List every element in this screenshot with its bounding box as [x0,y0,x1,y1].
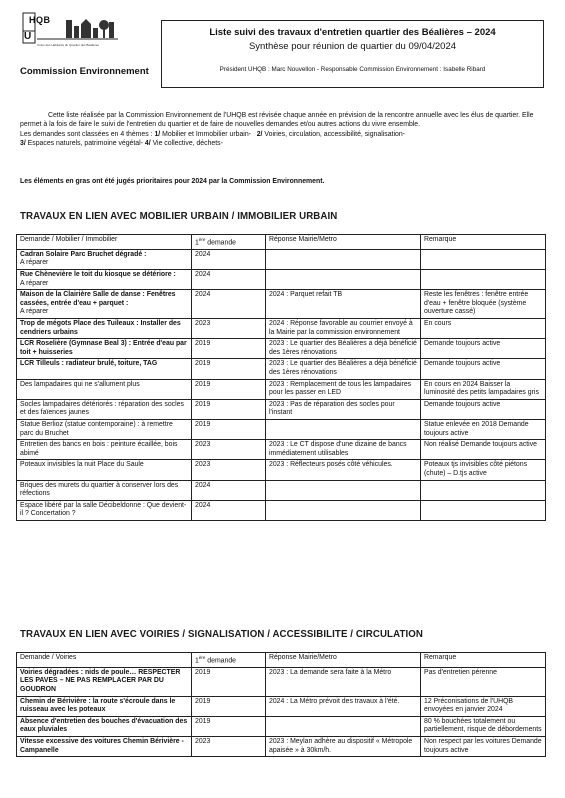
cell-demande [17,419,192,439]
table-row [17,667,546,696]
cell-remarque: Demande toujours active [421,359,546,379]
theme-num: 1/ [154,130,161,138]
demande-text: Des lampadaires qui ne s'allument plus [20,380,140,388]
cell-demande [17,359,192,379]
cell-remarque: 12 Préconisations de l'UHQB envoyées en janvier 2024 [421,696,546,716]
cell-remarque [421,270,546,290]
cell-remarque: En cours en 2024 Baisser la luminosité des petits lampadaires gris [421,379,546,399]
theme-label: Voiries, circulation, accessibilité, signalisation- [264,130,405,138]
theme-num: 3/ [20,140,26,148]
cell-reponse [266,500,421,520]
cell-reponse [266,249,421,269]
table-row [17,480,546,500]
cell-reponse: 2023 : Meylan adhère au dispositif « Métropole apaisée » à 30km/h. [266,737,421,757]
col-header-demande: Demande / Mobilier / Immobilier [17,235,192,250]
theme-num: 2/ [256,130,263,138]
document-subtitle: Synthèse pour réunion de quartier du 09/04/2024 [248,41,457,52]
table-row [17,737,546,757]
cell-reponse: 2023 : Le quartier des Béalières a déjà bénéficié des 1ères rénovations [266,339,421,359]
intro-text [20,111,540,149]
cell-demande [17,716,192,736]
cell-remarque: En cours [421,319,546,339]
cell-reponse: 2024 : Réponse favorable au courrier envoyé à la Mairie par la commission environnement [266,319,421,339]
cell-reponse: 2024 : La Métro prévoit des travaux à l'été. [266,696,421,716]
table-row [17,399,546,419]
table-header-row [17,653,546,668]
table-mobilier [16,234,546,521]
president-line: Président UHQB : Marc Nouvellon - Responsable Commission Environnement : Isabelle Ribard [219,66,486,73]
cell-annee: 2019 [192,667,266,696]
demande-text: Poteaux invisibles la nuit Place du Saule [20,461,144,469]
cell-demande [17,399,192,419]
cell-demande [17,379,192,399]
table-row [17,359,546,379]
cell-annee: 2019 [192,696,266,716]
demande-bold: Trop de mégots Place des Tuileaux : Installer des cendriers urbains [20,320,181,336]
cell-reponse [266,716,421,736]
demande-text: Entretien des bancs en bois : peinture écaillée, bois abimé [20,441,178,457]
table-voiries [16,652,546,757]
cell-remarque: Reste les fenêtres : fenêtre entrée d'eau + fenêtre bloquée (système ouverture cassé) [421,290,546,319]
cell-annee: 2019 [192,419,266,439]
col-header-annee: 1ère demande [192,235,266,250]
table-row [17,460,546,480]
table-row [17,270,546,290]
table-row [17,379,546,399]
cell-annee: 2023 [192,737,266,757]
section-title-voiries: TRAVAUX EN LIEN AVEC VOIRIES / SIGNALISATION / ACCESSIBILITE / CIRCULATION [20,629,423,640]
cell-reponse: 2023 : La demande sera faite à la Métro [266,667,421,696]
table-row [17,696,546,716]
demande-bold: LCR Roselière (Gymnase Beal 3) : Entrée d'eau par toit + huisseries [20,340,187,356]
cell-annee: 2024 [192,500,266,520]
col-header-annee: 1ère demande [192,653,266,668]
themes-lead: Les demandes sont classées en 4 thèmes : [20,130,153,138]
demande-text: A réparer [20,308,49,316]
table-row [17,249,546,269]
demande-bold: Rue Chènevière le toit du kiosque se détériore : [20,271,176,279]
logo-word: HQB [29,15,51,25]
table-row [17,319,546,339]
cell-demande [17,460,192,480]
cell-reponse: 2023 : Le quartier des Béalières a déjà bénéficié des 1ères rénovations [266,359,421,379]
theme-num: 4/ [144,140,151,148]
cell-demande [17,249,192,269]
table-row [17,339,546,359]
cell-reponse [266,480,421,500]
cell-annee: 2019 [192,716,266,736]
cell-annee: 2024 [192,270,266,290]
cell-reponse: 2023 : Le CT dispose d'une dizaine de bancs immédiatement utilisables [266,440,421,460]
theme-label: Vie collective, déchets- [152,140,223,148]
cell-demande [17,667,192,696]
demande-bold: LCR Tilleuls : radiateur brulé, toiture, TAG [20,360,158,368]
cell-demande [17,737,192,757]
col-header-reponse: Réponse Mairie/Metro [266,653,421,668]
cell-reponse [266,270,421,290]
cell-annee: 2019 [192,379,266,399]
theme-label: Espaces naturels, patrimoine végétal- [27,140,143,148]
table-row [17,440,546,460]
cell-remarque: Demande toujours active [421,339,546,359]
table-row [17,716,546,736]
table-row [17,500,546,520]
col-header-remarque: Remarque [421,235,546,250]
logo-letter: U [24,31,32,42]
col-header-remarque: Remarque [421,653,546,668]
section-title-mobilier: TRAVAUX EN LIEN AVEC MOBILIER URBAIN / IMMOBILIER URBAIN [20,211,338,222]
cell-annee: 2024 [192,290,266,319]
cell-remarque: Non réalisé Demande toujours active [421,440,546,460]
demande-text: A réparer [20,279,49,287]
demande-text: Statue Berlioz (statue contemporaine) : à remettre parc du Bruchet [20,420,173,437]
demande-bold: Cadran Solaire Parc Bruchet dégradé : [20,250,147,258]
cell-annee: 2024 [192,249,266,269]
cell-remarque [421,500,546,520]
demande-text: Espace libéré par la salle Décibeldonne : Que devient-il ? Concertation ? [20,501,187,518]
cell-reponse: 2024 : Parquet refait TB [266,290,421,319]
cell-reponse: 2023 : Réflecteurs posés côté véhicules. [266,460,421,480]
demande-text: Socles lampadaires détériorés : réparation des socles et des faïences jaunes [20,400,184,417]
demande-bold: Absence d'entretien des bouches d'évacuation des eaux pluviales [20,717,188,734]
cell-demande [17,480,192,500]
demande-text: A réparer [20,259,49,267]
cell-reponse: 2023 : Remplacement de tous les lampadaires pour les passer en LED [266,379,421,399]
demande-text: Briques des murets du quartier à conserver lors des réfections [20,481,179,498]
cell-demande [17,270,192,290]
cell-reponse [266,419,421,439]
themes-paragraph [20,130,540,149]
intro-paragraph: Cette liste réalisée par la Commission Environnement de l'UHQB est révisée chaque année en prévision de la rencontre annuelle avec les élus de quartier. Elle permet à la fois de faire le suivi de l'entretien du quartier et de faire de nouvelles demandes et/ou autres actions du vivre ensemble. [20,112,534,129]
cell-remarque: Statue enlevée en 2018 Demande toujours active [421,419,546,439]
demande-bold: Voiries dégradées : nids de poule… RESPECTER LES PAVES – NE PAS REMPLACER PAR DU GOUDRON [20,668,181,694]
cell-remarque [421,480,546,500]
cell-annee: 2019 [192,339,266,359]
cell-remarque: 80 % bouchées totalement ou partiellement, risque de débordements [421,716,546,736]
cell-annee: 2023 [192,440,266,460]
cell-annee: 2019 [192,359,266,379]
cell-demande [17,500,192,520]
cell-demande [17,440,192,460]
document-title: Liste suivi des travaux d'entretien quartier des Béalières – 2024 [209,27,496,38]
priority-note: Les éléments en gras ont été jugés prioritaires pour 2024 par la Commission Environnement. [20,178,325,185]
cell-remarque: Non respect par les voitures Demande toujours active [421,737,546,757]
cell-demande [17,339,192,359]
cell-remarque: Pas d'entretien pérenne [421,667,546,696]
cell-demande [17,290,192,319]
demande-bold: Chemin de Bérivière : la route s'écroule dans le ruisseau avec les poteaux [20,697,176,714]
cell-annee: 2024 [192,480,266,500]
cell-annee: 2023 [192,319,266,339]
demande-bold: Maison de la Clairière Salle de danse : Fenêtres cassées, entrée d'eau + parquet : [20,291,176,307]
cell-annee: 2019 [192,399,266,419]
header-box [161,20,544,88]
demande-bold: Vitesse excessive des voitures Chemin Bérivière -Campanelle [20,738,184,754]
col-header-demande: Demande / Voiries [17,653,192,668]
table-header-row [17,235,546,250]
cell-remarque: Poteaux tjs invisibles côté piétons (chute) – D.tjs active [421,460,546,480]
cell-demande [17,696,192,716]
cell-remarque: Demande toujours active [421,399,546,419]
cell-reponse: 2023 : Pas de réparation des socles pour l'instant [266,399,421,419]
cell-demande [17,319,192,339]
table-row [17,290,546,319]
cell-remarque [421,249,546,269]
commission-label: Commission Environnement [20,66,149,77]
theme-label: Mobilier et Immobilier urbain- [162,130,251,138]
logo-tagline: Union des Habitants du Quartier des Béalières [37,43,99,47]
table-row [17,419,546,439]
col-header-reponse: Réponse Mairie/Metro [266,235,421,250]
cell-annee: 2023 [192,460,266,480]
